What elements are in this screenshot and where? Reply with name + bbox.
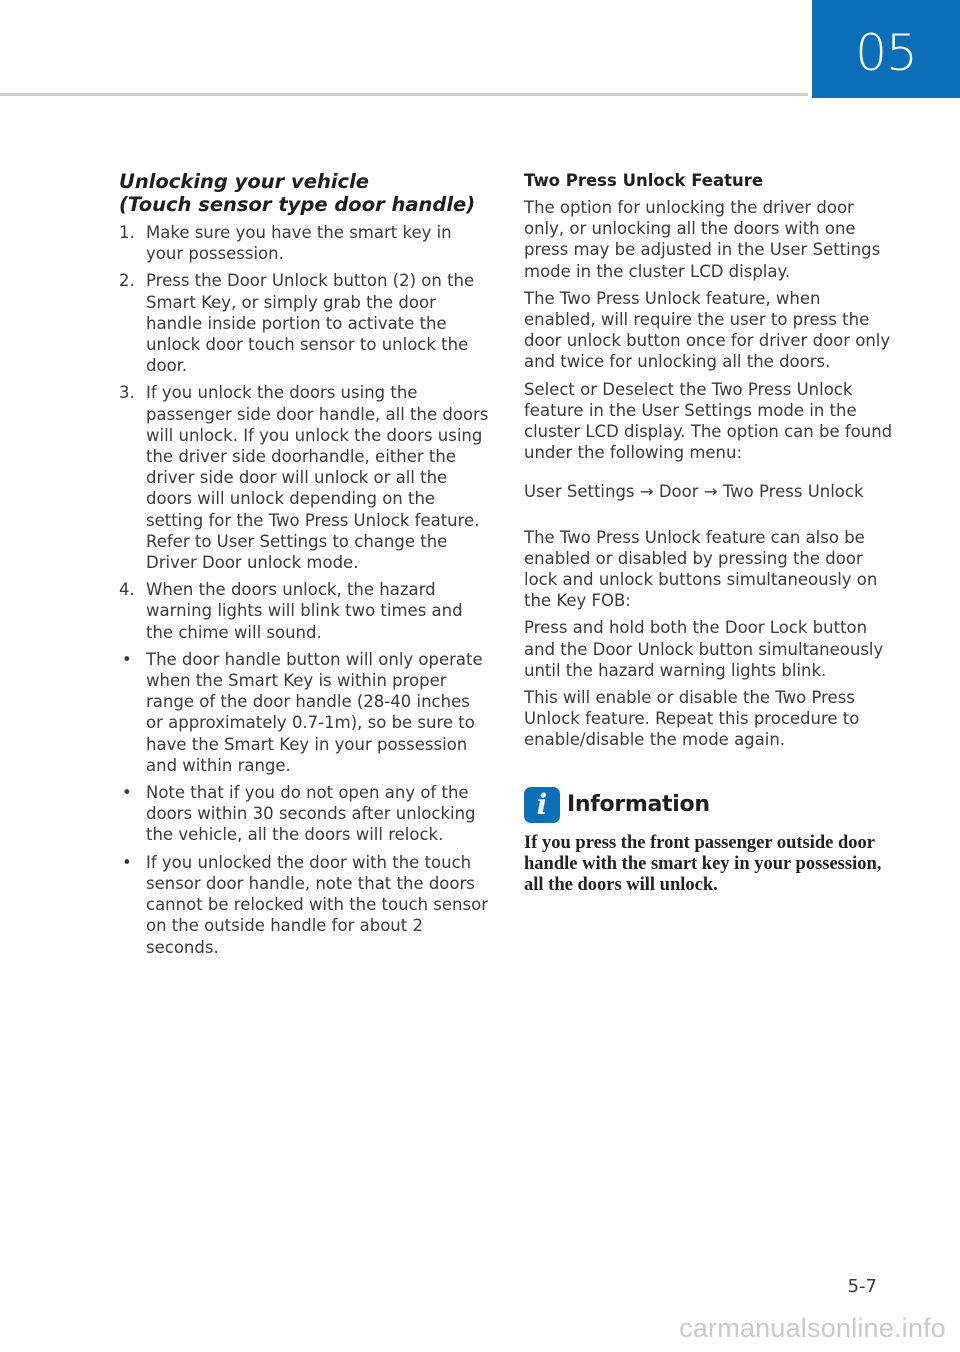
step-item (119, 222, 491, 264)
step-text: Press the Door Unlock button (2) on the Smart Key, or simply grab the door handle inside portion to activate the unlock door touch sensor to unlock the door. (146, 271, 475, 376)
bullet-icon: • (122, 852, 132, 872)
watermark: carmanualsonline.info (679, 1313, 946, 1343)
step-item (119, 270, 491, 376)
step-item (119, 579, 491, 643)
note-text: If you unlocked the door with the touch sensor door handle, note that the doors cannot be relocked with the touch sensor on the outside handle for about 2 seconds. (146, 852, 488, 957)
section-heading-line2: (Touch sensor type door handle) (119, 193, 476, 216)
information-text: If you press the front passenger outside door handle with the smart key in your possession, all the doors will unlock. (524, 832, 882, 895)
page-number: 5-7 (847, 1276, 877, 1297)
step-item (119, 382, 491, 573)
step-text: When the doors unlock, the hazard warning lights will blink two times and the chime will sound. (146, 580, 463, 642)
right-column (524, 170, 896, 896)
header-rule (0, 93, 808, 96)
paragraph: Press and hold both the Door Lock button and the Door Unlock button simultaneously until the hazard warning lights blink. (524, 618, 884, 680)
paragraph: The option for unlocking the driver door only, or unlocking all the doors with one press may be adjusted in the User Settings mode in the cluster LCD display. (524, 198, 881, 281)
information-icon: i (524, 787, 560, 823)
step-number: 1. (119, 223, 135, 242)
bullet-icon: • (122, 649, 132, 669)
left-column (119, 170, 491, 964)
menu-path: User Settings → Door → Two Press Unlock (524, 482, 864, 502)
paragraph: The Two Press Unlock feature can also be enabled or disabled by pressing the door lock and unlock buttons simultaneously on the Key FOB: (524, 527, 878, 611)
chapter-tab (812, 0, 960, 98)
note-item (119, 649, 491, 776)
paragraph: Select or Deselect the Two Press Unlock feature in the User Settings mode in the cluster LCD display. The option can be found under the following menu: (524, 379, 893, 463)
step-number: 2. (119, 271, 135, 291)
feature-heading: Two Press Unlock Feature (524, 171, 764, 190)
section-heading (119, 170, 491, 216)
note-item (119, 782, 491, 846)
note-text: Note that if you do not open any of the doors within 30 seconds after unlocking the vehicle, all the doors will relock. (146, 783, 476, 845)
chapter-number: 05 (855, 24, 917, 82)
step-text: Make sure you have the smart key in your possession. (146, 223, 452, 264)
paragraph: The Two Press Unlock feature, when enabled, will require the user to press the door unlock button once for driver door only and twice for unlocking all the doors. (524, 288, 891, 372)
note-text: The door handle button will only operate when the Smart Key is within proper range of the door handle (28-40 inches or approximately 0.7-1m), so be sure to have the Smart Key in your possession and within range. (146, 649, 483, 775)
note-item (119, 852, 491, 958)
step-number: 3. (119, 383, 135, 403)
step-number: 4. (119, 580, 135, 600)
notes-list (119, 649, 491, 958)
section-heading-line1: Unlocking your vehicle (119, 170, 370, 193)
bullet-icon: • (122, 783, 132, 803)
step-text: If you unlock the doors using the passenger side door handle, all the doors will unlock. If you unlock the doors using the driver side doorhandle, either the driver side door will unlock or all the doors will unlock depending on the setting for the Two Press Unlock feature. Refer to User Settings to change the Driver Door unlock mode. (146, 383, 489, 573)
information-header (524, 787, 896, 823)
information-title: Information (567, 792, 710, 818)
paragraph: This will enable or disable the Two Press Unlock feature. Repeat this procedure to enable/disable the mode again. (524, 688, 860, 750)
steps-list (119, 222, 491, 643)
information-box (524, 787, 896, 896)
